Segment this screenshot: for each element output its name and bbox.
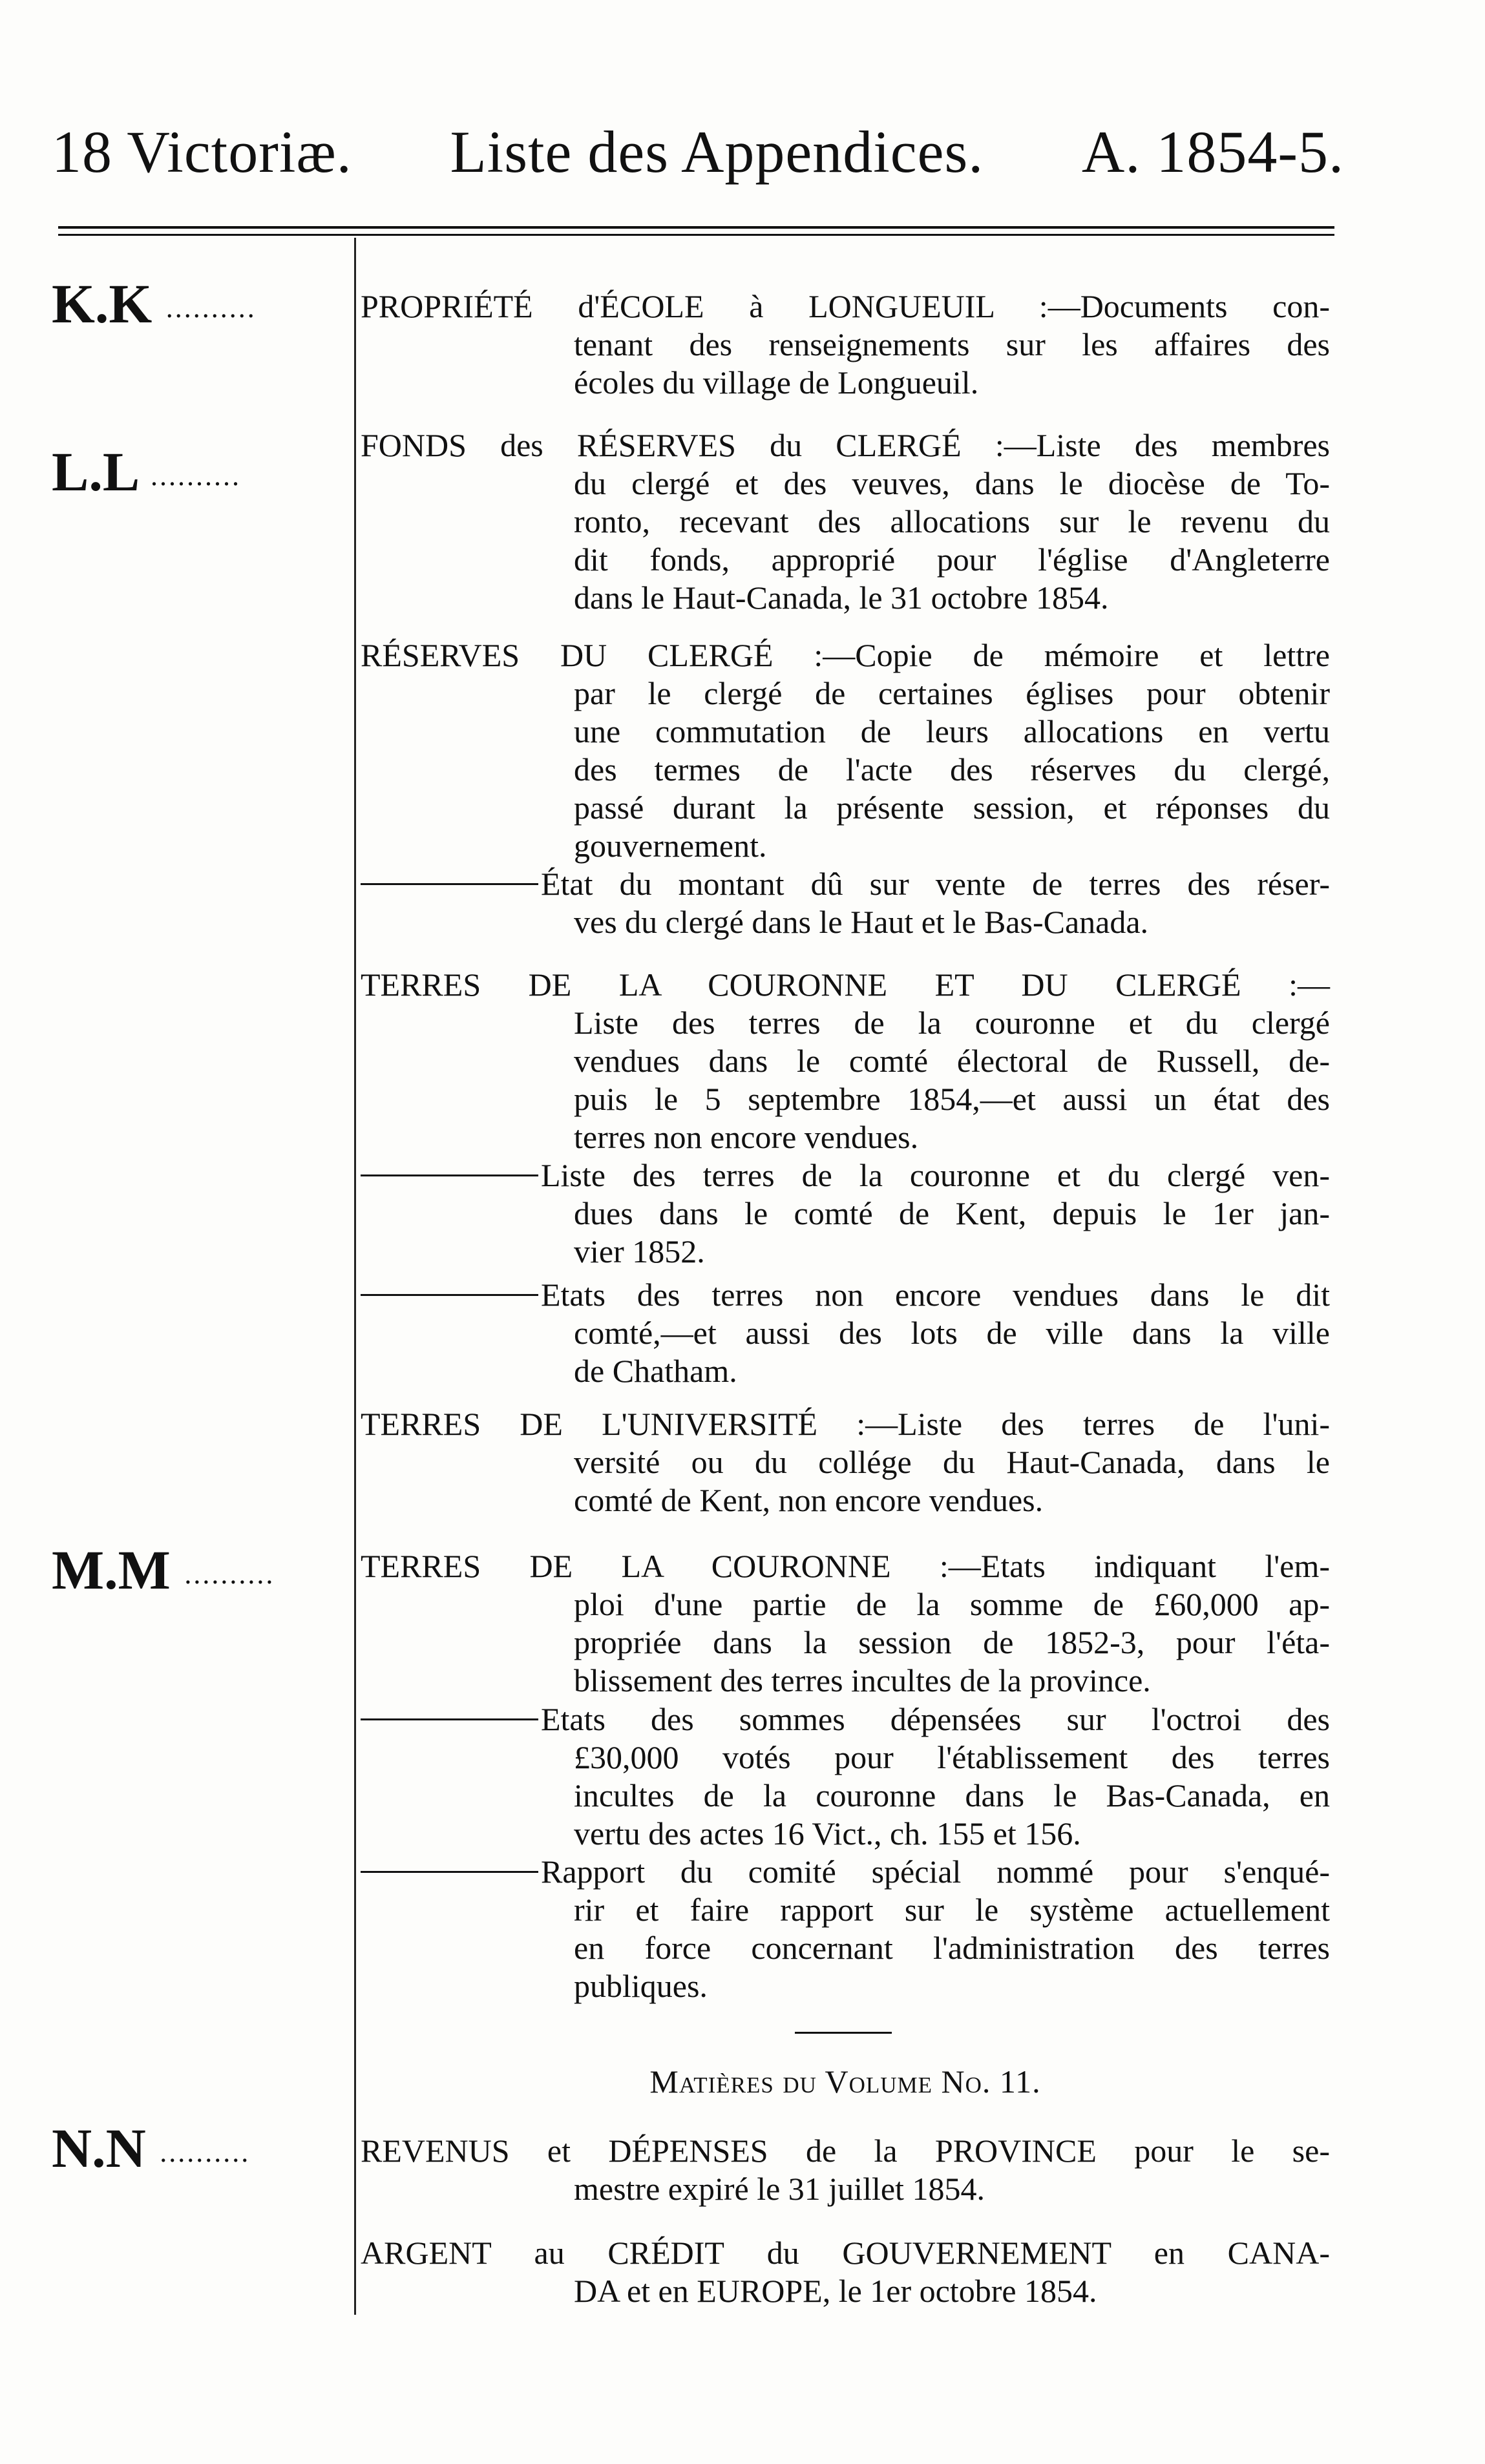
entry-etat-montant-du: État du montant dû sur vente de terres des réser- ves du clergé dans le Haut et le Bas-Canada. [361, 865, 1330, 941]
entry-terres-couronne-emploi: TERRES DE LA COURONNE :—Etats indiquant l'em- ploi d'une partie de la somme de £60,000 ap- propriée dans la session de 1852-3, pour l'éta- blissement des terres incultes de la province. [361, 1548, 1330, 1698]
ditto-dash [361, 1871, 538, 1873]
section-divider [795, 2032, 892, 2034]
label-kk: K.K .......... [52, 273, 257, 335]
entry-ecole-longueuil: PROPRIÉTÉ d'ÉCOLE à LONGUEUIL :—Documents con- tenant des renseignements sur les affaires des écoles du village de Longueuil. [361, 288, 1330, 401]
header-rule-thick [58, 226, 1334, 229]
entry-reserves-clerge: RÉSERVES DU CLERGÉ :—Copie de mémoire et lettre par le clergé de certaines églises pour obtenir une commutation de leurs allocations en vertu des termes de l'acte des réserves du clergé, passé durant la présente session, et réponses du gouvernement. [361, 637, 1330, 864]
ditto-dash [361, 1294, 538, 1296]
ditto-dash [361, 1718, 538, 1720]
ditto-dash [361, 883, 538, 885]
label-nn: N.N .......... [52, 2117, 251, 2179]
volume-heading: Matières du Volume No. 11. [649, 2063, 1041, 2100]
entry-etats-sommes-depensees: Etats des sommes dépensées sur l'octroi des £30,000 votés pour l'établissement des terres incultes de la couronne dans le Bas-Canada, en vertu des actes 16 Vict., ch. 155 et 156. [361, 1700, 1330, 1853]
label-mm: M.M .......... [52, 1539, 275, 1601]
entry-terres-universite: TERRES DE L'UNIVERSITÉ :—Liste des terres de l'uni- versité ou du collége du Haut-Canada, dans le comté de Kent, non encore vendues. [361, 1406, 1330, 1518]
header-rule-thin [58, 234, 1334, 236]
page-header [52, 116, 1344, 187]
entry-liste-terres-kent: Liste des terres de la couronne et du clergé ven- dues dans le comté de Kent, depuis le 1er jan- vier 1852. [361, 1156, 1330, 1271]
column-divider [354, 238, 356, 2315]
header-title: Liste des Appendices. [450, 119, 984, 185]
entry-terres-couronne-clerge: TERRES DE LA COURONNE ET DU CLERGÉ :— Liste des terres de la couronne et du clergé vendues dans le comté électoral de Russell, de- puis le 5 septembre 1854,—et aussi un état des terres non encore vendues. [361, 966, 1330, 1155]
entry-revenus-depenses: REVENUS et DÉPENSES de la PROVINCE pour le se- mestre expiré le 31 juillet 1854. [361, 2133, 1330, 2207]
label-ll: L.L .......... [52, 441, 241, 503]
header-year: A. 1854-5. [1081, 119, 1344, 185]
entry-fonds-reserves-clerge: FONDS des RÉSERVES du CLERGÉ :—Liste des membres du clergé et des veuves, dans le diocèse de To- ronto, recevant des allocations sur le revenu du dit fonds, approprié pour l'église d'Angleterre dans le Haut-Canada, le 31 octobre 1854. [361, 427, 1330, 616]
entry-etats-terres-chatham: Etats des terres non encore vendues dans le dit comté,—et aussi des lots de ville dans la ville de Chatham. [361, 1276, 1330, 1390]
entry-argent-credit: ARGENT au CRÉDIT du GOUVERNEMENT en CANA- DA et en EUROPE, le 1er octobre 1854. [361, 2235, 1330, 2309]
ditto-dash [361, 1175, 538, 1176]
header-session: 18 Victoriæ. [52, 119, 352, 185]
entry-rapport-comite-special: Rapport du comité spécial nommé pour s'enqué- rir et faire rapport sur le système actuellement en force concernant l'administration des terres publiques. [361, 1853, 1330, 2005]
